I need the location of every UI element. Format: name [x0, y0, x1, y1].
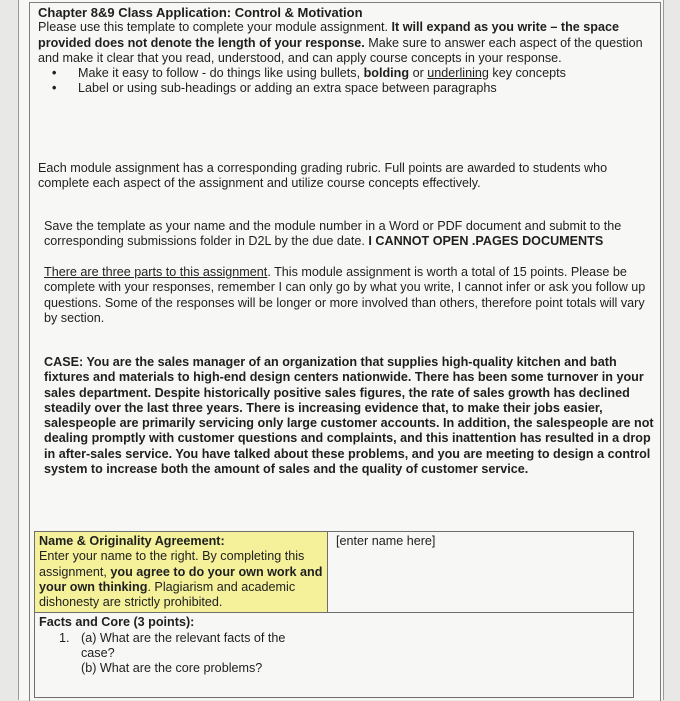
- facts-cell: [35, 613, 634, 698]
- list-item: • Make it easy to follow - do things like using bullets, bolding or underlining key concepts: [78, 66, 654, 81]
- list-item: • Label or using sub-headings or adding an extra space between paragraphs: [78, 81, 654, 96]
- facts-heading: Facts and Core (3 points):: [39, 615, 195, 630]
- question-1b: (b) What are the core problems?: [81, 661, 263, 676]
- agreement-text: Enter your name to the right. By completing this assignment, you agree to do your own work and your own thinking. Plagiarism and academic dishonesty are strictly prohibited.: [39, 549, 323, 610]
- agreement-heading: Name & Originality Agreement:: [39, 534, 225, 548]
- case-paragraph: CASE: You are the sales manager of an organization that supplies high-quality kitchen and bath fixtures and materials to high-end design centers nationwide. There has been some turnover in your sales department. Despite historically positive sales figures, the rate of sales growth has declined steadily over the last three years. There is increasing evidence that, to make their jobs easier, salespeople are primarily servicing only large customer accounts. In addition, the salespeople are not dealing promptly with customer questions and complaints, and this inattention has resulted in a drop in after-sales service. You have talked about these problems, and you are meeting to design a control system to increase both the amount of sales and the quality of customer service.: [44, 355, 654, 477]
- rubric-paragraph: Each module assignment has a corresponding grading rubric. Full points are awarded to students who complete each aspect of the assignment and utilize course concepts effectively.: [38, 161, 608, 191]
- template-frame: [29, 2, 661, 701]
- agreement-cell: [35, 532, 328, 613]
- save-paragraph: Save the template as your name and the module number in a Word or PDF document and submit to the corresponding submissions folder in D2L by the due date. I CANNOT OPEN .PAGES DOCUMENTS: [44, 219, 622, 249]
- parts-paragraph: There are three parts to this assignment. This module assignment is worth a total of 15 points. Please be complete with your responses, remember I can only go by what you write, I cannot infer or ask you follow up questions. Some of the responses will be longer or more involved than others, therefore point totals will vary by section.: [44, 265, 646, 325]
- answer-table: [34, 531, 634, 698]
- document-page: [18, 0, 664, 700]
- intro-paragraph: Please use this template to complete your module assignment. It will expand as you write – the space provided does not denote the length of your response. Make sure to answer each aspect of the question and make it clear that you read, understood, and can apply course concepts in your response.: [38, 20, 643, 65]
- tips-list: [38, 66, 654, 97]
- page-title: Chapter 8&9 Class Application: Control & Motivation: [38, 5, 363, 20]
- instructions-section: [38, 5, 654, 97]
- name-field[interactable]: [enter name here]: [328, 532, 634, 613]
- question-1: 1. (a) What are the relevant facts of the case?: [59, 630, 286, 661]
